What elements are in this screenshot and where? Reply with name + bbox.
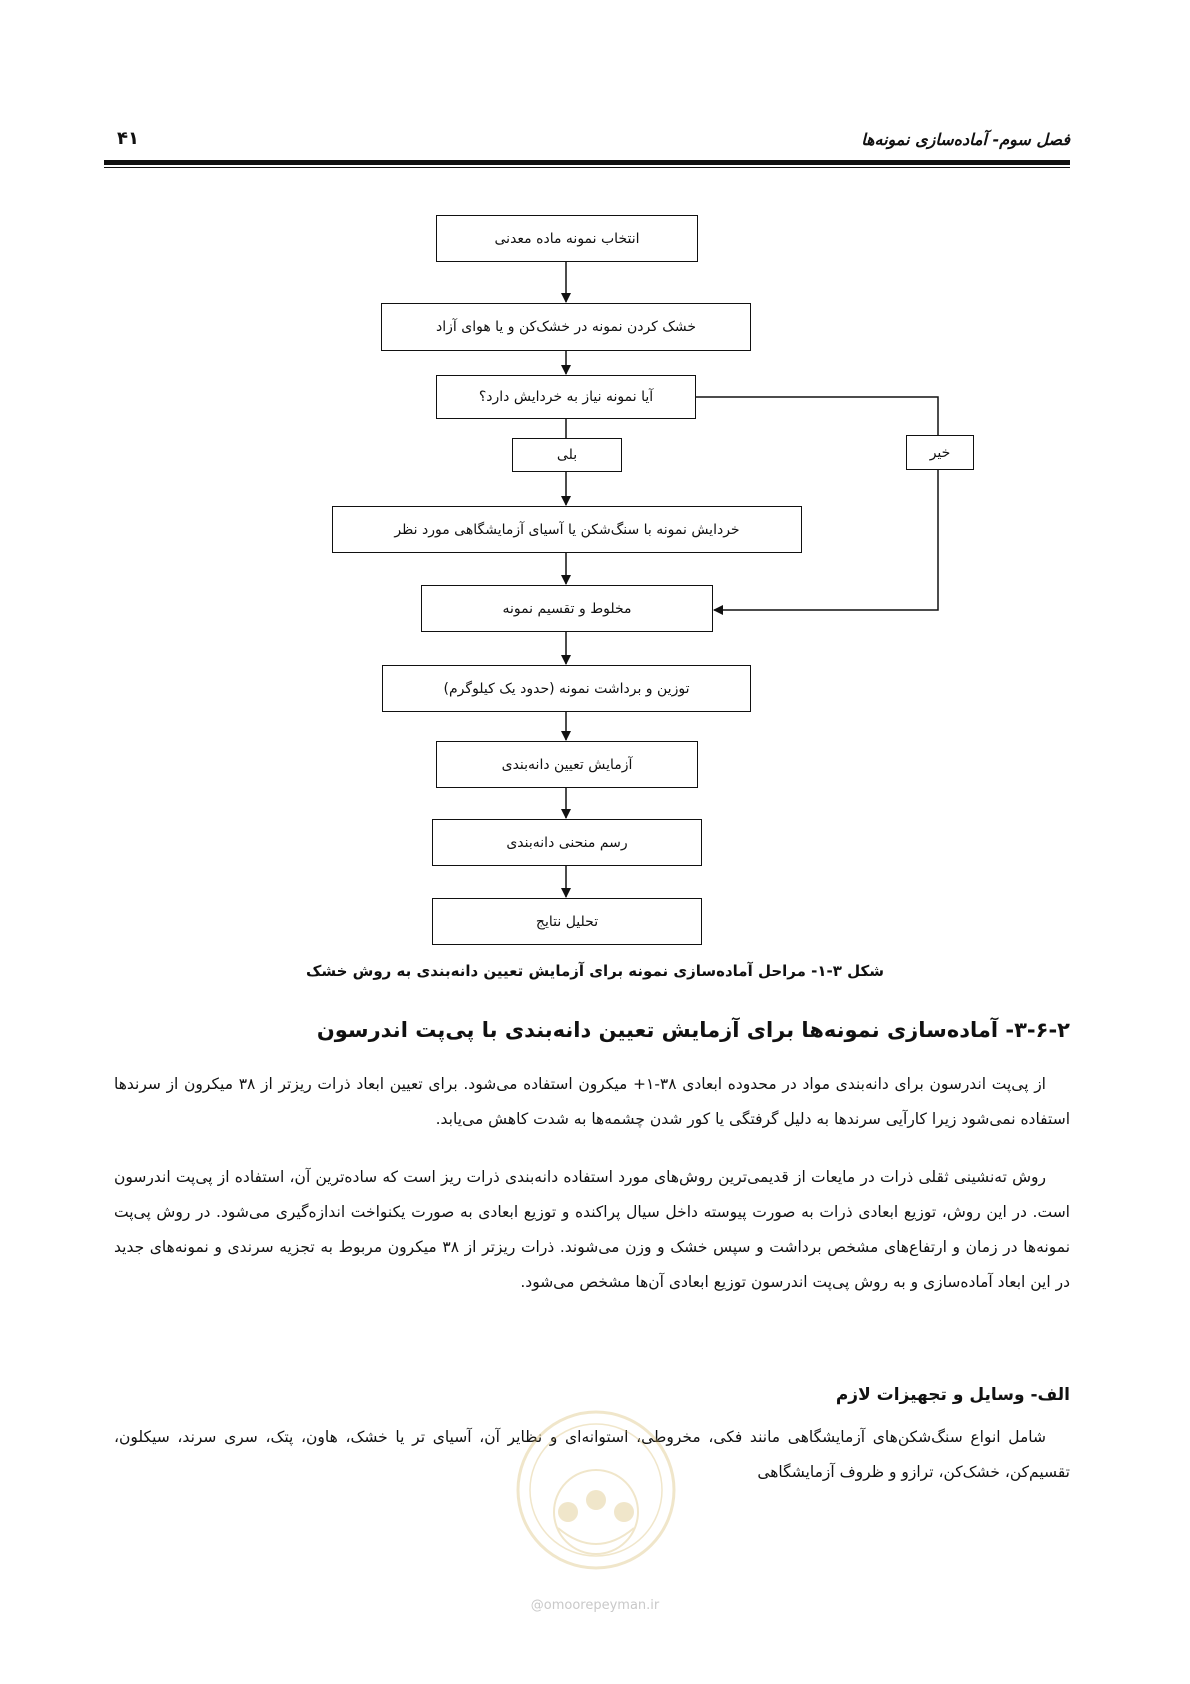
section-title: ۳-۶-۲- آماده‌سازی نمونه‌ها برای آزمایش تعیین دانه‌بندی با پی‌پت اندرسون [316, 1018, 1070, 1042]
figure-caption: شکل ۳-۱- مراحل آماده‌سازی نمونه برای آزمایش تعیین دانه‌بندی به روش خشک [305, 962, 885, 980]
paragraph-2: روش ته‌نشینی ثقلی ذرات در مایعات از قدیمی‌ترین روش‌های مورد استفاده دانه‌بندی ذرات ریز است که ساده‌ترین آن، استفاده از پی‌پت اندرسون است. در این روش، توزیع ابعادی ذرات به صورت پیوسته داخل سیال پراکنده و توزیع ابعادی به صورت یکنواخت اندازه‌گیری می‌شود. در روش پی‌پت نمونه‌ها در زمان و ارتفاع‌های مشخص برداشت و سپس خشک و وزن می‌شوند. ذرات ریزتر از ۳۸ میکرون مربوط به تجزیه سرندی و نمونه‌های جدید در این ابعاد آماده‌سازی و به روش پی‌پت اندرسون توزیع ابعادی آن‌ها مشخص می‌شود. [114, 1168, 1071, 1291]
chapter-title: فصل سوم- آماده‌سازی نمونه‌ها [861, 130, 1070, 149]
yes-label: بلی [512, 438, 622, 472]
watermark-logo [506, 1400, 686, 1590]
paragraph-1: از پی‌پت اندرسون برای دانه‌بندی مواد در محدوده ابعادی ۳۸-۱+ میکرون استفاده می‌شود. برای تعیین ابعاد ذرات ریزتر از ۳۸ میکرون از سرندها استفاده نمی‌شود زیرا کارآیی سرندها به دلیل گرفتگی یا کور شدن چشمه‌ها به شدت کاهش می‌یابد. [114, 1075, 1070, 1128]
page-number: ۴۱ [117, 128, 139, 149]
watermark-url: @omoorepeyman.ir [530, 1598, 660, 1613]
decision-needs-crushing: آیا نمونه نیاز به خردایش دارد؟ [436, 375, 696, 419]
subheading: الف- وسایل و تجهیزات لازم [835, 1385, 1070, 1405]
step-draw-curve: رسم منحنی دانه‌بندی [432, 819, 702, 866]
step-mix-divide: مخلوط و تقسیم نمونه [421, 585, 713, 632]
step-dry-sample: خشک کردن نمونه در خشک‌کن و یا هوای آزاد [381, 303, 751, 351]
step-sizing-test: آزمایش تعیین دانه‌بندی [436, 741, 698, 788]
step-crush-sample: خردایش نمونه با سنگ‌شکن یا آسیای آزمایشگاهی مورد نظر [332, 506, 802, 553]
step-weigh-sample: توزین و برداشت نمونه (حدود یک کیلوگرم) [382, 665, 751, 712]
no-branch-connector [696, 397, 938, 436]
no-label: خیر [906, 435, 974, 470]
step-analyze-results: تحلیل نتایج [432, 898, 702, 945]
paragraph-3: شامل انواع سنگ‌شکن‌های آزمایشگاهی مانند فکی، مخروطی، استوانه‌ای و نظایر آن، آسیای تر یا خشک، هاون، پتک، سری سرند، سیکلون، تقسیم‌کن، خشک‌کن، ترازو و ظروف آزمایشگاهی [114, 1428, 1070, 1481]
step-select-sample: انتخاب نمونه ماده معدنی [436, 215, 698, 262]
